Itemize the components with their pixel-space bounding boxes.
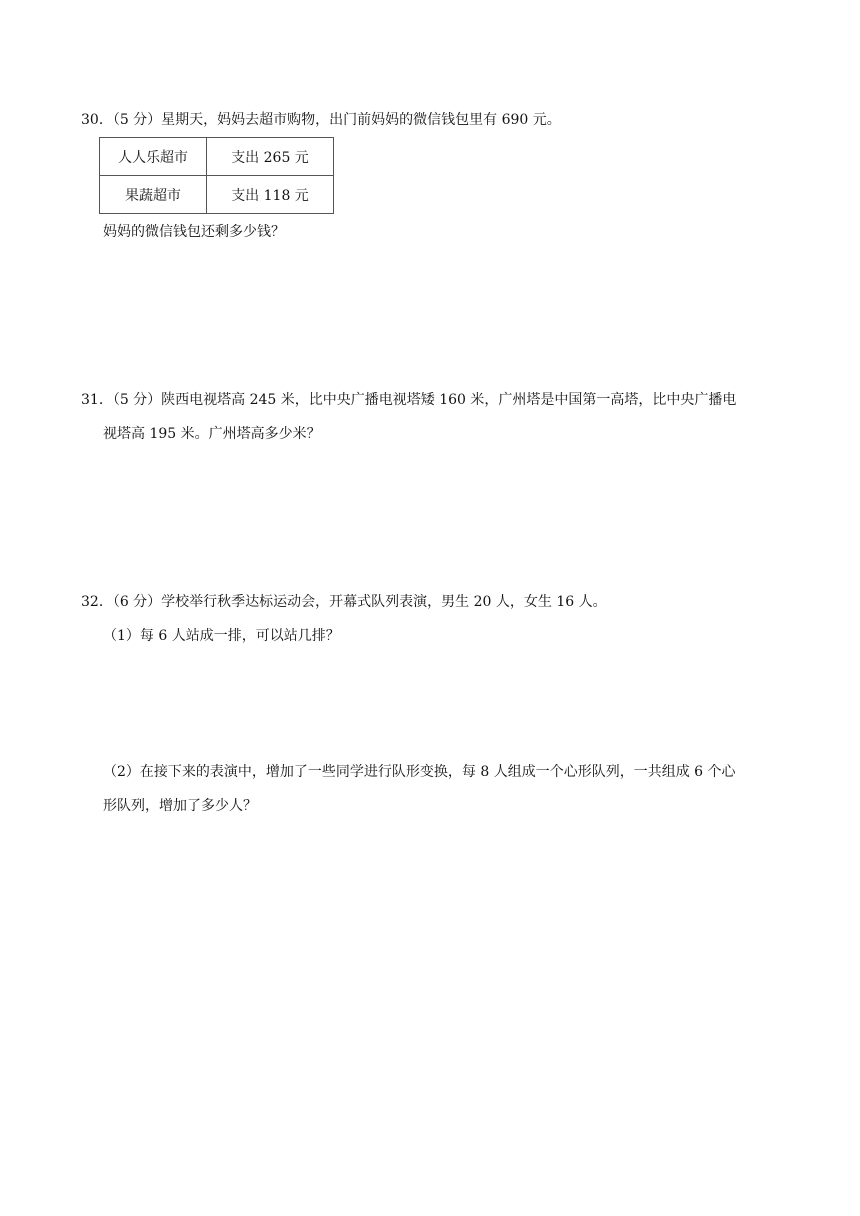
store-name-cell: 人人乐超市 (100, 138, 207, 176)
question-31-text-line2: 视塔高 195 米。广州塔高多少米？ (103, 426, 321, 442)
question-32-part1: （1）每 6 人站成一排，可以站几排？ (103, 628, 340, 644)
question-32-part2-line2: 形队列，增加了多少人？ (103, 798, 257, 814)
question-32-part2-line1: （2）在接下来的表演中，增加了一些同学进行队形变换，每 8 人组成一个心形队列，一共组成 6 个心 (103, 764, 736, 780)
expense-cell: 支出 265 元 (207, 138, 334, 176)
table-row (100, 176, 334, 214)
question-30-prompt: 妈妈的微信钱包还剩多少钱？ (103, 224, 285, 240)
expense-cell: 支出 118 元 (207, 176, 334, 214)
expense-table (99, 137, 334, 214)
table-row (100, 138, 334, 176)
question-30-text: 30．（5 分）星期天，妈妈去超市购物，出门前妈妈的微信钱包里有 690 元。 (81, 112, 561, 128)
question-31-text-line1: 31．（5 分）陕西电视塔高 245 米，比中央广播电视塔矮 160 米，广州塔是中国第一高塔，比中央广播电 (81, 392, 737, 408)
question-32-text: 32．（6 分）学校举行秋季达标运动会，开幕式队列表演，男生 20 人，女生 16 人。 (81, 594, 607, 610)
store-name-cell: 果蔬超市 (100, 176, 207, 214)
